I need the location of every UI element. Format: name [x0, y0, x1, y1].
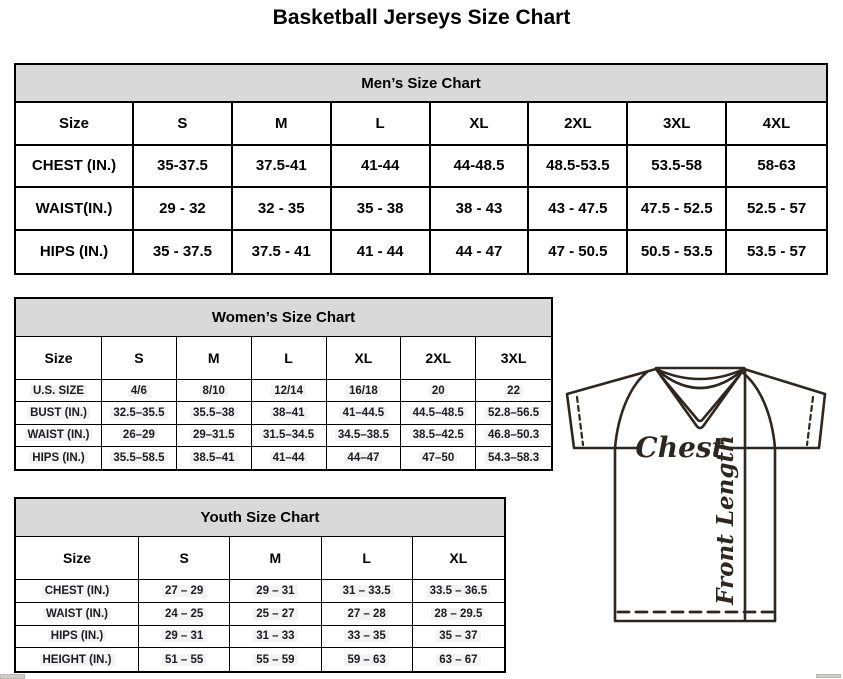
mens-col-header: 4XL	[727, 103, 826, 146]
womens-cell: 12/14	[252, 380, 327, 402]
youth-cell: 29 – 31	[139, 626, 230, 649]
jersey-body-outline	[615, 448, 775, 621]
womens-cell: 41–44	[252, 447, 327, 469]
womens-cell: 44–47	[327, 447, 402, 469]
mens-col-header: S	[134, 103, 233, 146]
womens-size-table	[14, 297, 553, 471]
mens-col-header: M	[233, 103, 332, 146]
womens-cell: 29–31.5	[177, 425, 252, 447]
womens-cell: 41–44.5	[327, 402, 402, 424]
womens-cell: 54.3–58.3	[476, 447, 551, 469]
youth-cell: 59 – 63	[322, 648, 413, 671]
womens-col-header: 2XL	[401, 337, 476, 380]
mens-cell: 32 - 35	[233, 188, 332, 231]
womens-col-header: XL	[327, 337, 402, 380]
mens-col-header: L	[332, 103, 431, 146]
youth-cell: 33 – 35	[322, 626, 413, 649]
jersey-diagram	[562, 362, 834, 624]
womens-cell: 26–29	[102, 425, 177, 447]
youth-cell: 31 – 33	[230, 626, 321, 649]
youth-col-header: Size	[16, 537, 139, 580]
mens-row-label: CHEST (IN.)	[16, 146, 134, 189]
womens-cell: 8/10	[177, 380, 252, 402]
youth-cell: 28 – 29.5	[413, 603, 504, 626]
womens-row-label: HIPS (IN.)	[16, 447, 102, 469]
womens-cell: 35.5–38	[177, 402, 252, 424]
womens-cell: 52.8–56.5	[476, 402, 551, 424]
cuff-dashed-line-right	[807, 397, 813, 445]
mens-col-header: 3XL	[628, 103, 727, 146]
cuff-dashed-line-left	[577, 397, 583, 445]
mens-cell: 48.5-53.5	[529, 146, 628, 189]
womens-cell: 47–50	[401, 447, 476, 469]
youth-row-label: HIPS (IN.)	[16, 626, 139, 649]
mens-col-header: Size	[16, 103, 134, 146]
youth-row-label: HEIGHT (IN.)	[16, 648, 139, 671]
youth-cell: 55 – 59	[230, 648, 321, 671]
womens-col-header: 3XL	[476, 337, 551, 380]
mens-cell: 41-44	[332, 146, 431, 189]
mens-cell: 35-37.5	[134, 146, 233, 189]
womens-cell: 34.5–38.5	[327, 425, 402, 447]
womens-cell: 38.5–41	[177, 447, 252, 469]
womens-cell: 16/18	[327, 380, 402, 402]
youth-cell: 25 – 27	[230, 603, 321, 626]
womens-row-label: U.S. SIZE	[16, 380, 102, 402]
horizontal-scrollbar-right-fragment[interactable]	[816, 674, 841, 678]
mens-cell: 52.5 - 57	[727, 188, 826, 231]
youth-cell: 33.5 – 36.5	[413, 580, 504, 603]
womens-table-title: Women’s Size Chart	[16, 299, 551, 337]
womens-col-header: Size	[16, 337, 102, 380]
mens-cell: 53.5 - 57	[746, 243, 807, 261]
womens-col-header: S	[102, 337, 177, 380]
mens-cell: 35 - 38	[332, 188, 431, 231]
youth-cell: 27 – 29	[139, 580, 230, 603]
youth-cell: 29 – 31	[230, 580, 321, 603]
mens-row-label: WAIST(IN.)	[16, 188, 134, 231]
mens-cell: 53.5-58	[628, 146, 727, 189]
womens-cell: 20	[401, 380, 476, 402]
horizontal-scrollbar-left-fragment[interactable]	[0, 674, 25, 679]
mens-cell: 50.5 - 53.5	[628, 231, 727, 274]
chest-label: Chest	[635, 431, 725, 464]
mens-cell: 58-63	[727, 146, 826, 189]
youth-size-table	[14, 497, 506, 673]
jersey-right-sleeve	[744, 369, 825, 448]
youth-cell: 35 – 37	[413, 626, 504, 649]
womens-cell: 4/6	[102, 380, 177, 402]
womens-row-label: BUST (IN.)	[16, 402, 102, 424]
mens-cell: 44 - 47	[431, 231, 530, 274]
youth-cell: 24 – 25	[139, 603, 230, 626]
mens-cell: 29 - 32	[134, 188, 233, 231]
youth-cell: 31 – 33.5	[322, 580, 413, 603]
womens-cell: 22	[476, 380, 551, 402]
youth-row-label: CHEST (IN.)	[16, 580, 139, 603]
womens-row-label: WAIST (IN.)	[16, 425, 102, 447]
womens-col-header: L	[252, 337, 327, 380]
mens-cell: 41 - 44	[332, 231, 431, 274]
mens-cell: 38 - 43	[431, 188, 530, 231]
youth-col-header: L	[322, 537, 413, 580]
womens-cell: 46.8–50.3	[476, 425, 551, 447]
mens-cell: 37.5 - 41	[233, 231, 332, 274]
mens-col-header: 2XL	[529, 103, 628, 146]
womens-cell: 38.5–42.5	[401, 425, 476, 447]
mens-cell: 35 - 37.5	[134, 231, 233, 274]
mens-size-table	[14, 63, 828, 275]
womens-cell: 44.5–48.5	[401, 402, 476, 424]
mens-col-header: XL	[431, 103, 530, 146]
womens-cell: 38–41	[252, 402, 327, 424]
mens-row-label: HIPS (IN.)	[16, 231, 134, 274]
womens-col-header: M	[177, 337, 252, 380]
mens-cell: 44-48.5	[431, 146, 530, 189]
mens-cell: 47 - 50.5	[529, 231, 628, 274]
page-title: Basketball Jerseys Size Chart	[272, 6, 571, 29]
mens-cell: 47.5 - 52.5	[628, 188, 727, 231]
youth-cell: 27 – 28	[322, 603, 413, 626]
jersey-vneck-inner	[661, 376, 739, 421]
youth-row-label: WAIST (IN.)	[16, 603, 139, 626]
womens-cell: 35.5–58.5	[102, 447, 177, 469]
youth-col-header: S	[139, 537, 230, 580]
youth-table-title: Youth Size Chart	[16, 499, 504, 537]
youth-col-header: M	[230, 537, 321, 580]
mens-cell: 43 - 47.5	[529, 188, 628, 231]
womens-cell: 31.5–34.5	[252, 425, 327, 447]
womens-cell: 32.5–35.5	[102, 402, 177, 424]
youth-cell: 63 – 67	[413, 648, 504, 671]
mens-cell: 37.5-41	[233, 146, 332, 189]
jersey-right-armhole-seam	[742, 372, 775, 448]
front-length-label: Front Length	[712, 435, 739, 605]
mens-table-title: Men’s Size Chart	[16, 65, 826, 103]
youth-cell: 51 – 55	[139, 648, 230, 671]
youth-col-header: XL	[413, 537, 504, 580]
